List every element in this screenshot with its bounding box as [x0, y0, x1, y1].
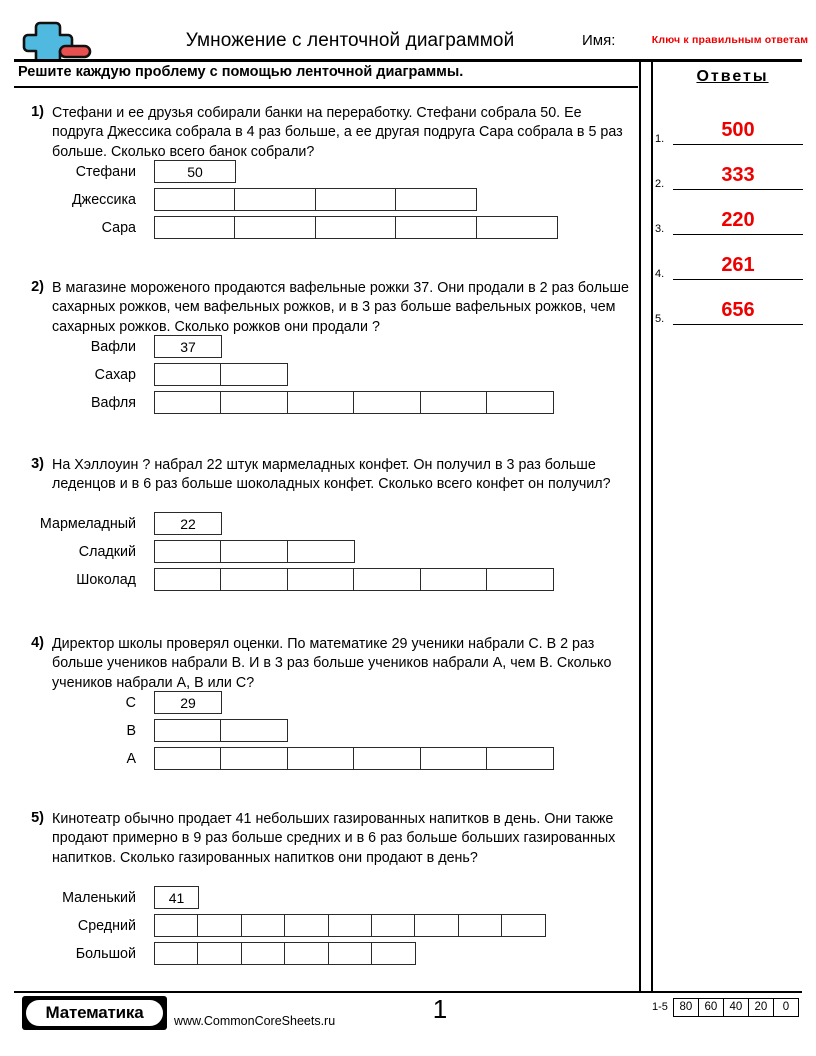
answer-value: 220: [721, 209, 755, 231]
tape-label-wrapper: [36, 569, 136, 591]
tape-cell[interactable]: [420, 568, 488, 591]
tape-cell[interactable]: [315, 188, 397, 211]
tape-cells: [154, 363, 288, 386]
tape-label-wrapper: [36, 161, 136, 183]
page-number: 1: [432, 994, 448, 1024]
score-cell: 20: [748, 998, 774, 1017]
tape-cells: [154, 216, 558, 239]
tape-row: [18, 363, 633, 387]
tape-cell[interactable]: 50: [154, 160, 236, 183]
tape-cells: [154, 568, 554, 591]
tape-cell[interactable]: [486, 747, 554, 770]
page-header: [0, 0, 816, 62]
tape-cell[interactable]: [154, 747, 222, 770]
answer-row: [655, 236, 805, 280]
tape-cell[interactable]: [197, 914, 242, 937]
tape-label: Маленький: [62, 890, 136, 906]
tape-cell[interactable]: [154, 914, 199, 937]
tape-cells: [154, 512, 222, 535]
tape-cells: [154, 188, 477, 211]
problem-number: 5): [31, 810, 44, 826]
tape-cell[interactable]: [220, 391, 288, 414]
tape-row: [18, 719, 633, 743]
tape-cells: [154, 691, 222, 714]
tape-cells: [154, 942, 416, 965]
tape-cell[interactable]: [154, 568, 222, 591]
tape-row: [18, 188, 633, 212]
tape-cell[interactable]: [420, 747, 488, 770]
tape-cell[interactable]: [395, 216, 477, 239]
instructions-text: Решите каждую проблему с помощью ленточной диаграммы.: [18, 64, 464, 80]
tape-cells: [154, 886, 199, 909]
answer-number: 1.: [655, 133, 665, 145]
tape-cell[interactable]: [420, 391, 488, 414]
tape-cell[interactable]: [220, 568, 288, 591]
tape-cell[interactable]: [154, 188, 236, 211]
plus-minus-icon: [18, 20, 104, 62]
tape-cells: [154, 719, 288, 742]
tape-cell[interactable]: [154, 216, 236, 239]
tape-cell[interactable]: [371, 942, 416, 965]
answer-value: 656: [721, 299, 755, 321]
tape-row: [18, 391, 633, 415]
problem-number: 3): [31, 456, 44, 472]
tape-cell[interactable]: [154, 391, 222, 414]
tape-cells: [154, 391, 554, 414]
tape-label-wrapper: [36, 217, 136, 239]
panel-divider-outer: [639, 62, 641, 992]
tape-cell[interactable]: [220, 363, 288, 386]
page-title: Умножение с ленточной диаграммой: [185, 30, 515, 51]
tape-cell[interactable]: [287, 747, 355, 770]
tape-diagram: [18, 691, 633, 775]
brand-logo-label: Математика: [26, 1000, 163, 1026]
score-cell: 0: [773, 998, 799, 1017]
tape-cell[interactable]: [284, 914, 329, 937]
tape-row: [18, 512, 633, 536]
tape-diagram: [18, 160, 633, 244]
tape-cells: [154, 160, 236, 183]
tape-cell[interactable]: [234, 188, 316, 211]
answer-value: 261: [721, 254, 755, 276]
tape-row: [18, 160, 633, 184]
tape-cell[interactable]: [395, 188, 477, 211]
answer-number: 2.: [655, 178, 665, 190]
tape-cell[interactable]: [154, 942, 199, 965]
name-label: Имя:: [582, 32, 616, 49]
tape-label: Средний: [77, 918, 136, 934]
tape-cell[interactable]: [154, 363, 222, 386]
answer-value: 333: [721, 164, 755, 186]
problem-number: 2): [31, 279, 44, 295]
tape-row: [18, 914, 633, 938]
tape-label-wrapper: [36, 336, 136, 358]
tape-row: [18, 335, 633, 359]
problem-text: В магазине мороженого продаются вафельные рожки 37. Они продали в 2 раз больше сахарных рожков, чем вафельных рожков, и в 3 раз больше вафельных рожков, чем сахарных рожков. Сколько рожков они продали ?: [52, 280, 629, 335]
tape-cell[interactable]: [353, 747, 421, 770]
tape-cell[interactable]: [371, 914, 416, 937]
tape-label-wrapper: [36, 915, 136, 937]
score-cell: 40: [723, 998, 749, 1017]
tape-label-wrapper: [36, 364, 136, 386]
tape-cell[interactable]: [315, 216, 397, 239]
tape-cell[interactable]: [476, 216, 558, 239]
tape-cell[interactable]: [414, 914, 459, 937]
tape-cell[interactable]: [220, 719, 288, 742]
answers-heading: Ответы: [696, 68, 769, 85]
problem-number: 1): [31, 104, 44, 120]
tape-cell[interactable]: [353, 391, 421, 414]
problem-text: Кинотеатр обычно продает 41 небольших газированных напитков в день. Они также продают примерно в 9 раз больше средних и в 6 раз больше больших газированных напитков. Сколько газированных напитков они продают в день?: [52, 811, 616, 866]
brand-logo: [22, 996, 167, 1030]
tape-label: Шоколад: [76, 572, 136, 588]
tape-label: Большой: [75, 946, 136, 962]
tape-label-wrapper: [36, 392, 136, 414]
tape-row: [18, 540, 633, 564]
problem-text: На Хэллоуин ? набрал 22 штук мармеладных конфет. Он получил в 3 раз больше леденцов и в 6 раз больше шоколадных конфет. Сколько всего конфет он получил?: [52, 457, 611, 493]
header-divider: [14, 59, 802, 62]
tape-cell[interactable]: [241, 914, 286, 937]
panel-divider-inner: [651, 62, 653, 992]
tape-diagram: [18, 335, 633, 419]
tape-cell[interactable]: [458, 914, 503, 937]
tape-diagram: [18, 512, 633, 596]
tape-label: Джессика: [71, 192, 136, 208]
tape-row: [18, 886, 633, 910]
tape-cell[interactable]: [197, 942, 242, 965]
score-range: 1-5: [652, 1001, 668, 1013]
tape-cell[interactable]: [284, 942, 329, 965]
tape-cells: [154, 747, 554, 770]
tape-label: C: [125, 695, 136, 711]
tape-cell[interactable]: [220, 540, 288, 563]
answer-number: 5.: [655, 313, 665, 325]
problem-text: Директор школы проверял оценки. По математике 29 ученики набрали C. В 2 раз больше учеников набрали B. И в 3 раз больше учеников набрали A, чем B. Сколько учеников набрали A, B или C?: [52, 636, 612, 691]
tape-cell[interactable]: [353, 568, 421, 591]
tape-cell[interactable]: [287, 568, 355, 591]
tape-cell[interactable]: [154, 719, 222, 742]
tape-row: [18, 691, 633, 715]
tape-diagram: [18, 886, 633, 970]
tape-label-wrapper: [36, 541, 136, 563]
answer-number: 3.: [655, 223, 665, 235]
answer-row: [655, 146, 805, 190]
tape-cell[interactable]: [486, 391, 554, 414]
tape-label: Мармеладный: [39, 516, 136, 532]
tape-label: Сахар: [94, 367, 136, 383]
tape-row: [18, 942, 633, 966]
tape-cell[interactable]: [234, 216, 316, 239]
tape-row: [18, 568, 633, 592]
tape-cell[interactable]: [328, 914, 373, 937]
tape-cells: [154, 540, 355, 563]
tape-cell[interactable]: [486, 568, 554, 591]
tape-cell[interactable]: [501, 914, 546, 937]
problem-number: 4): [31, 635, 44, 651]
tape-label: Стефани: [75, 164, 136, 180]
tape-label-wrapper: [36, 189, 136, 211]
tape-cell[interactable]: 22: [154, 512, 222, 535]
tape-label-wrapper: [36, 513, 136, 535]
tape-cell[interactable]: 37: [154, 335, 222, 358]
answer-row: [655, 191, 805, 235]
answer-number: 4.: [655, 268, 665, 280]
tape-label-wrapper: [36, 692, 136, 714]
answer-value: 500: [721, 119, 755, 141]
tape-label-wrapper: [36, 748, 136, 770]
tape-cell[interactable]: [287, 540, 355, 563]
tape-label-wrapper: [36, 720, 136, 742]
footer-divider: [14, 991, 802, 993]
tape-label: Вафля: [90, 395, 136, 411]
site-url: www.CommonCoreSheets.ru: [174, 1014, 336, 1028]
tape-cell[interactable]: 29: [154, 691, 222, 714]
score-cell: 80: [673, 998, 699, 1017]
tape-cells: [154, 914, 546, 937]
answer-row: [655, 101, 805, 145]
tape-label: Вафли: [90, 339, 136, 355]
tape-label-wrapper: [36, 943, 136, 965]
score-cell: 60: [698, 998, 724, 1017]
tape-cell[interactable]: 41: [154, 886, 199, 909]
tape-label: B: [126, 723, 136, 739]
tape-row: [18, 747, 633, 771]
tape-label: Сара: [101, 220, 136, 236]
tape-cell[interactable]: [220, 747, 288, 770]
tape-label-wrapper: [36, 887, 136, 909]
tape-cell[interactable]: [154, 540, 222, 563]
problem-text: Стефани и ее друзья собирали банки на переработку. Стефани собрала 50. Ее подруга Джессика собрала в 4 раз больше, а ее другая подруга Сара собрала в 5 раз больше. Сколько всего банок собрали?: [52, 105, 623, 160]
answer-row: [655, 281, 805, 325]
answer-key-badge: Ключ к правильным ответам: [651, 34, 809, 46]
tape-cell[interactable]: [287, 391, 355, 414]
tape-cell[interactable]: [328, 942, 373, 965]
tape-label: A: [126, 751, 136, 767]
tape-label: Сладкий: [78, 544, 136, 560]
tape-cells: [154, 335, 222, 358]
score-scale: [652, 997, 799, 1017]
tape-cell[interactable]: [241, 942, 286, 965]
instructions-divider: [14, 86, 638, 88]
tape-row: [18, 216, 633, 240]
